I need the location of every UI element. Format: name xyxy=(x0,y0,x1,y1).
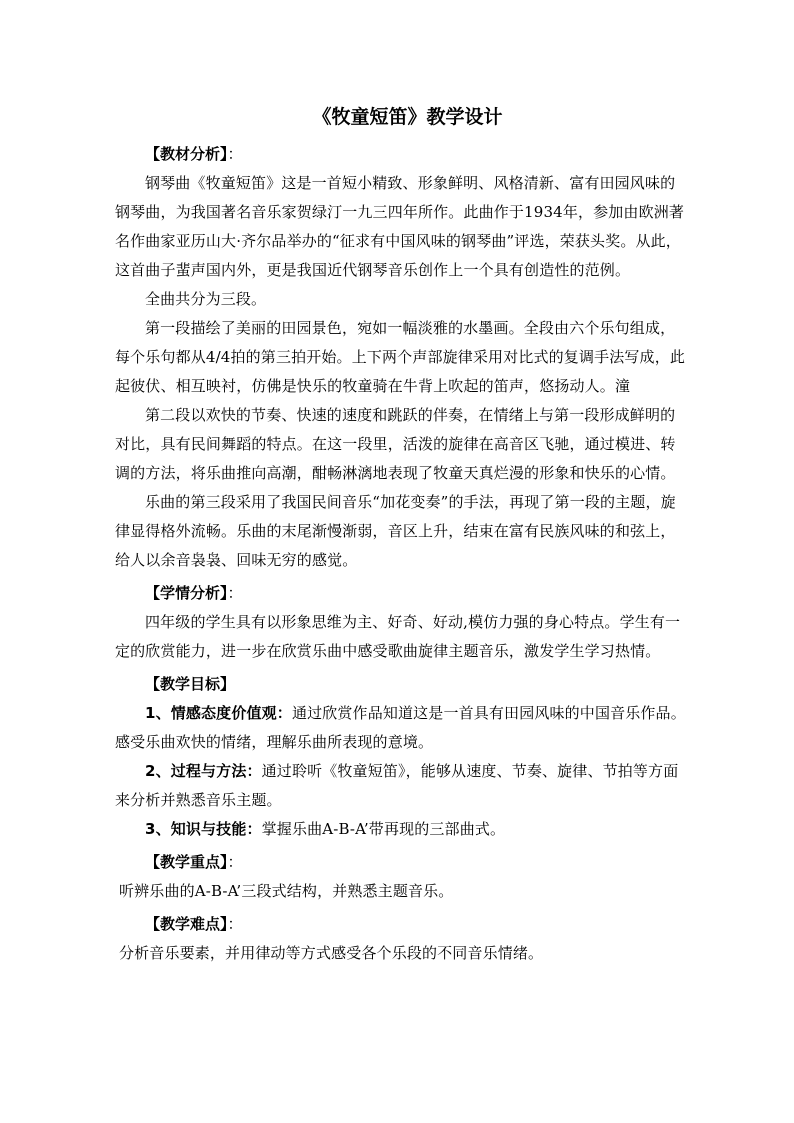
section-heading-material xyxy=(115,140,690,169)
section-heading-key-colon: ： xyxy=(227,853,243,871)
students-paragraph-1: 四年级的学生具有以形象思维为主、好奇、好动,模仿力强的身心特点。学生有一定的欣赏能力，进一步在欣赏乐曲中感受歌曲旋律主题音乐，激发学生学习热情。 xyxy=(115,613,681,660)
goal-item-1 xyxy=(115,699,690,757)
section-heading-material-colon: ： xyxy=(227,145,243,163)
material-paragraph-5: 乐曲的第三段采用了我国民间音乐“加花变奏”的手法，再现了第一段的主题，旋律显得格外流畅。乐曲的末尾渐慢渐弱，音区上升，结束在富有民族风味的和弦上，给人以余音袅袅、回味无穷的感觉。 xyxy=(115,493,676,569)
section-heading-key xyxy=(115,848,690,877)
section-heading-students-label: 【学情分析】 xyxy=(145,584,228,602)
section-heading-goals-label: 【教学目标】 xyxy=(145,675,236,693)
section-heading-material-label: 【教材分析】 xyxy=(145,145,228,163)
material-paragraph-1: 钢琴曲《牧童短笛》这是一首短小精致、形象鲜明、风格清新、富有田园风味的钢琴曲，为我国著名音乐家贺绿汀一九三四年所作。此曲作于1934年，参加由欧洲著名作曲家亚历山大·齐尔品举办的“征求有中国风味的钢琴曲”评选，荣获头奖。从此，这首曲子蜚声国内外，更是我国近代钢琴音乐创作上一个具有创造性的范例。 xyxy=(115,174,685,279)
section-heading-students xyxy=(115,579,690,608)
goal-item-2 xyxy=(115,757,690,815)
section-heading-students-colon: ： xyxy=(227,584,243,602)
section-heading-difficulty-colon: ： xyxy=(227,915,243,933)
section-heading-key-label: 【教学重点】 xyxy=(145,853,228,871)
material-paragraph-3: 第一段描绘了美丽的田园景色，宛如一幅淡雅的水墨画。全段由六个乐句组成，每个乐句都从4/4拍的第三拍开始。上下两个声部旋律采用对比式的复调手法写成，此起彼伏、相互映衬，仿佛是快乐的牧童骑在牛背上吹起的笛声，悠扬动人。潼 xyxy=(115,319,685,395)
section-heading-difficulty-label: 【教学难点】 xyxy=(145,915,228,933)
document-title: 《牧童短笛》教学设计 xyxy=(312,106,503,128)
goal-item-2-label: 2、过程与方法： xyxy=(145,762,262,780)
goal-item-1-label: 1、情感态度价值观： xyxy=(145,704,292,722)
goal-item-3-label: 3、知识与技能： xyxy=(145,820,262,838)
key-paragraph-1: 听辨乐曲的A-B-A’三段式结构，并熟悉主题音乐。 xyxy=(119,882,454,900)
goal-item-3-text: 掌握乐曲A-B-A’带再现的三部曲式。 xyxy=(261,820,506,838)
difficulty-paragraph-1: 分析音乐要素，并用律动等方式感受各个乐段的不同音乐情绪。 xyxy=(119,944,544,962)
section-heading-goals xyxy=(115,670,690,699)
goal-item-3 xyxy=(115,815,690,844)
section-heading-difficulty xyxy=(115,910,690,939)
material-paragraph-2: 全曲共分为三段。 xyxy=(145,290,267,308)
document-page xyxy=(115,104,690,968)
material-paragraph-4: 第二段以欢快的节奏、快速的速度和跳跃的伴奏，在情绪上与第一段形成鲜明的对比，具有民间舞蹈的特点。在这一段里，活泼的旋律在高音区飞驰，通过模进、转调的方法，将乐曲推向高潮，酣畅淋漓地表现了牧童天真烂漫的形象和快乐的心情。 xyxy=(115,406,676,482)
goal-item-2-text: 通过聆听《牧童短笛》，能够从速度、节奏、旋律、节拍等方面来分析并熟悉音乐主题。 xyxy=(115,762,679,809)
goal-item-1-text: 通过欣赏作品知道这是一首具有田园风味的中国音乐作品。感受乐曲欢快的情绪，理解乐曲所表现的意境。 xyxy=(115,704,686,751)
